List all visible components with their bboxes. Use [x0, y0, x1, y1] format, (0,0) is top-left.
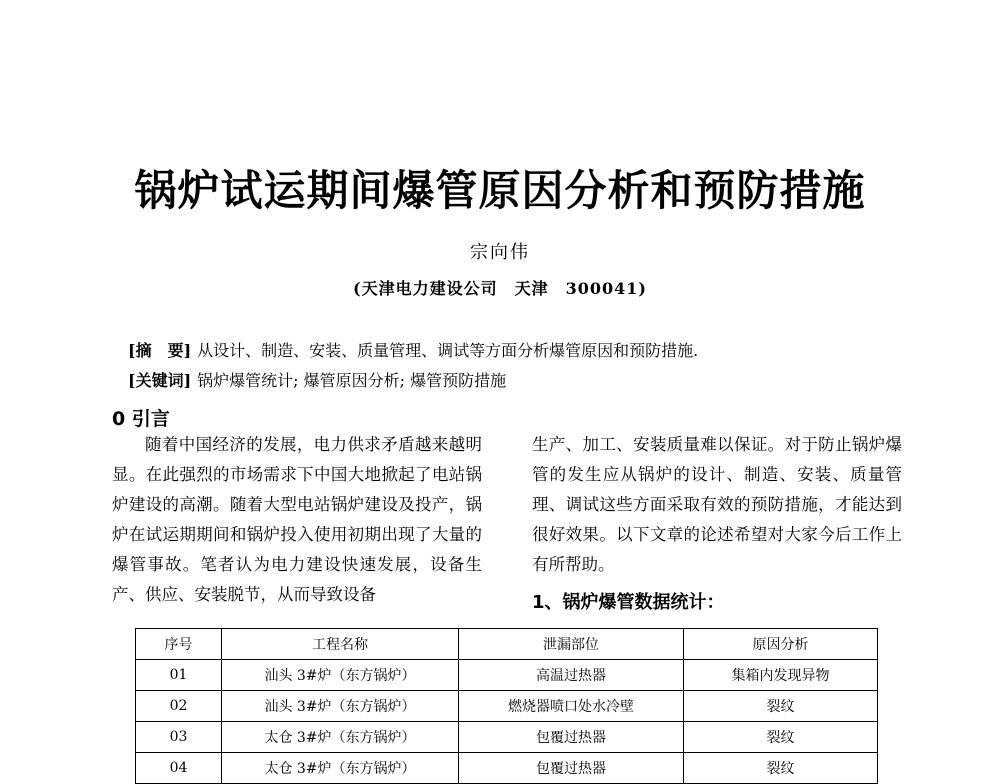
cell-leak-location: 包覆过热器 [459, 753, 684, 784]
cell-project: 太仓 3#炉（东方锅炉） [222, 722, 459, 753]
cell-leak-location: 包覆过热器 [459, 722, 684, 753]
cell-serial: 03 [136, 722, 222, 753]
cell-serial: 01 [136, 660, 222, 691]
section-heading-statistics: 1、锅炉爆管数据统计： [532, 592, 725, 613]
cell-cause: 裂纹 [684, 753, 878, 784]
cell-cause: 裂纹 [684, 722, 878, 753]
cell-project: 太仓 3#炉（东方锅炉） [222, 753, 459, 784]
table-header-row [136, 629, 878, 660]
table-row [136, 660, 878, 691]
abstract [128, 340, 698, 362]
keywords [128, 370, 506, 392]
abstract-label: [摘 要] [128, 341, 192, 360]
tube-burst-statistics-table [135, 628, 878, 784]
header-cause: 原因分析 [684, 629, 878, 660]
cell-cause: 集箱内发现异物 [684, 660, 878, 691]
intro-column-right [532, 430, 902, 580]
cell-serial: 04 [136, 753, 222, 784]
intro-column-left [112, 430, 482, 610]
intro-paragraph-right: 生产、加工、安装质量难以保证。对于防止锅炉爆管的发生应从锅炉的设计、制造、安装、质量管理、调试这些方面采取有效的预防措施，才能达到很好效果。以下文章的论述希望对大家今后工作上有所帮助。 [532, 435, 902, 574]
header-leak-location: 泄漏部位 [459, 629, 684, 660]
paper-title: 锅炉试运期间爆管原因分析和预防措施 [134, 166, 866, 215]
table-row [136, 691, 878, 722]
keywords-label: [关键词] [128, 371, 192, 390]
cell-serial: 02 [136, 691, 222, 722]
table-row [136, 753, 878, 784]
cell-leak-location: 燃烧器喷口处水冷壁 [459, 691, 684, 722]
intro-paragraph-left: 随着中国经济的发展，电力供求矛盾越来越明显。在此强烈的市场需求下中国大地掀起了电站锅炉建设的高潮。随着大型电站锅炉建设及投产，锅炉在试运期期间和锅炉投入使用初期出现了大量的爆管事故。笔者认为电力建设快速发展，设备生产、供应、安装脱节，从而导致设备 [112, 435, 482, 604]
cell-cause: 裂纹 [684, 691, 878, 722]
table-row [136, 722, 878, 753]
section-heading-introduction: 0 引言 [112, 408, 170, 430]
author-affiliation: (天津电力建设公司 天津 300041) [353, 279, 647, 298]
cell-project: 汕头 3#炉（东方锅炉） [222, 691, 459, 722]
author-name: 宗向伟 [470, 242, 530, 263]
header-serial: 序号 [136, 629, 222, 660]
keywords-text: 锅炉爆管统计; 爆管原因分析; 爆管预防措施 [197, 371, 507, 390]
abstract-text: 从设计、制造、安装、质量管理、调试等方面分析爆管原因和预防措施. [197, 341, 699, 360]
cell-leak-location: 高温过热器 [459, 660, 684, 691]
cell-project: 汕头 3#炉（东方锅炉） [222, 660, 459, 691]
header-project: 工程名称 [222, 629, 459, 660]
